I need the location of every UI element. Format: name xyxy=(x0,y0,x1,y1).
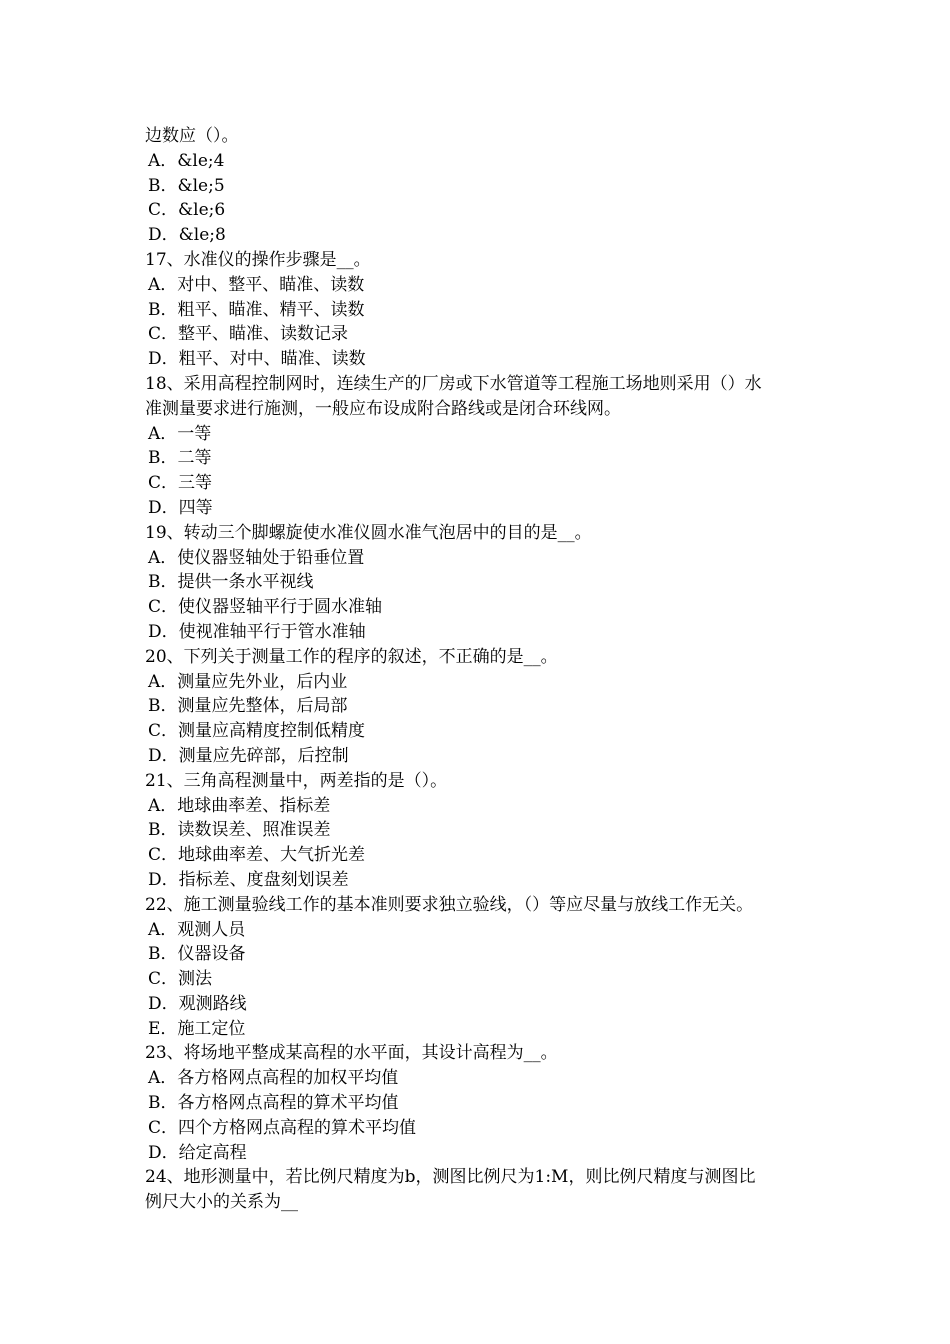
answer-option: B．测量应先整体，后局部 xyxy=(148,696,348,717)
answer-option: A．各方格网点高程的加权平均值 xyxy=(148,1068,399,1089)
question-text: 例尺大小的关系为__ xyxy=(145,1192,298,1213)
document-body xyxy=(145,124,810,1215)
question-text: 21、三角高程测量中，两差指的是（）。 xyxy=(145,770,448,791)
answer-option: A．&le;4 xyxy=(148,150,225,171)
question-text: 22、施工测量验线工作的基本准则要求独立验线，（）等应尽量与放线工作无关。 xyxy=(145,894,754,915)
answer-option: B．&le;5 xyxy=(148,175,225,196)
answer-option: D．指标差、度盘刻划误差 xyxy=(148,869,349,890)
answer-option: B．读数误差、照准误差 xyxy=(148,820,331,841)
answer-option: B．二等 xyxy=(148,448,212,469)
answer-option: A．观测人员 xyxy=(148,919,246,940)
answer-option: C．三等 xyxy=(148,473,213,494)
answer-option: D．四等 xyxy=(148,497,213,518)
question-text: 19、转动三个脚螺旋使水准仪圆水准气泡居中的目的是__。 xyxy=(145,522,592,543)
answer-option: C．使仪器竖轴平行于圆水准轴 xyxy=(148,597,383,618)
answer-option: A．测量应先外业，后内业 xyxy=(148,671,348,692)
answer-option: A．对中、整平、瞄准、读数 xyxy=(148,274,365,295)
answer-option: B．粗平、瞄准、精平、读数 xyxy=(148,299,365,320)
question-text: 准测量要求进行施测，一般应布设成附合路线或是闭合环线网。 xyxy=(145,398,621,419)
answer-option: A．地球曲率差、指标差 xyxy=(148,795,331,816)
question-text: 23、将场地平整成某高程的水平面，其设计高程为__。 xyxy=(145,1043,558,1064)
question-text: 17、水准仪的操作步骤是__。 xyxy=(145,249,371,270)
question-text: 20、下列关于测量工作的程序的叙述，不正确的是__。 xyxy=(145,646,558,667)
answer-option: D．粗平、对中、瞄准、读数 xyxy=(148,349,366,370)
answer-option: A．一等 xyxy=(148,423,212,444)
answer-option: B．各方格网点高程的算术平均值 xyxy=(148,1093,399,1114)
answer-option: D．&le;8 xyxy=(148,225,226,246)
answer-option: C．四个方格网点高程的算术平均值 xyxy=(148,1117,417,1138)
answer-option: C．测法 xyxy=(148,969,213,990)
answer-option: B．提供一条水平视线 xyxy=(148,572,314,593)
answer-option: D．测量应先碎部，后控制 xyxy=(148,745,349,766)
question-text: 18、采用高程控制网时，连续生产的厂房或下水管道等工程施工场地则采用（）水 xyxy=(145,373,762,394)
question-text: 边数应（）。 xyxy=(145,126,239,146)
answer-option: D．给定高程 xyxy=(148,1142,247,1163)
answer-option: D．使视准轴平行于管水准轴 xyxy=(148,621,366,642)
answer-option: C．地球曲率差、大气折光差 xyxy=(148,845,366,866)
answer-option: A．使仪器竖轴处于铅垂位置 xyxy=(148,547,365,568)
question-text: 24、地形测量中，若比例尺精度为b，测图比例尺为1:M，则比例尺精度与测图比 xyxy=(145,1167,756,1188)
answer-option: C．测量应高精度控制低精度 xyxy=(148,721,366,742)
answer-option: C．整平、瞄准、读数记录 xyxy=(148,324,349,345)
answer-option: B．仪器设备 xyxy=(148,944,246,965)
answer-option: D．观测路线 xyxy=(148,993,247,1014)
answer-option: E．施工定位 xyxy=(148,1018,246,1039)
answer-option: C．&le;6 xyxy=(148,200,226,221)
